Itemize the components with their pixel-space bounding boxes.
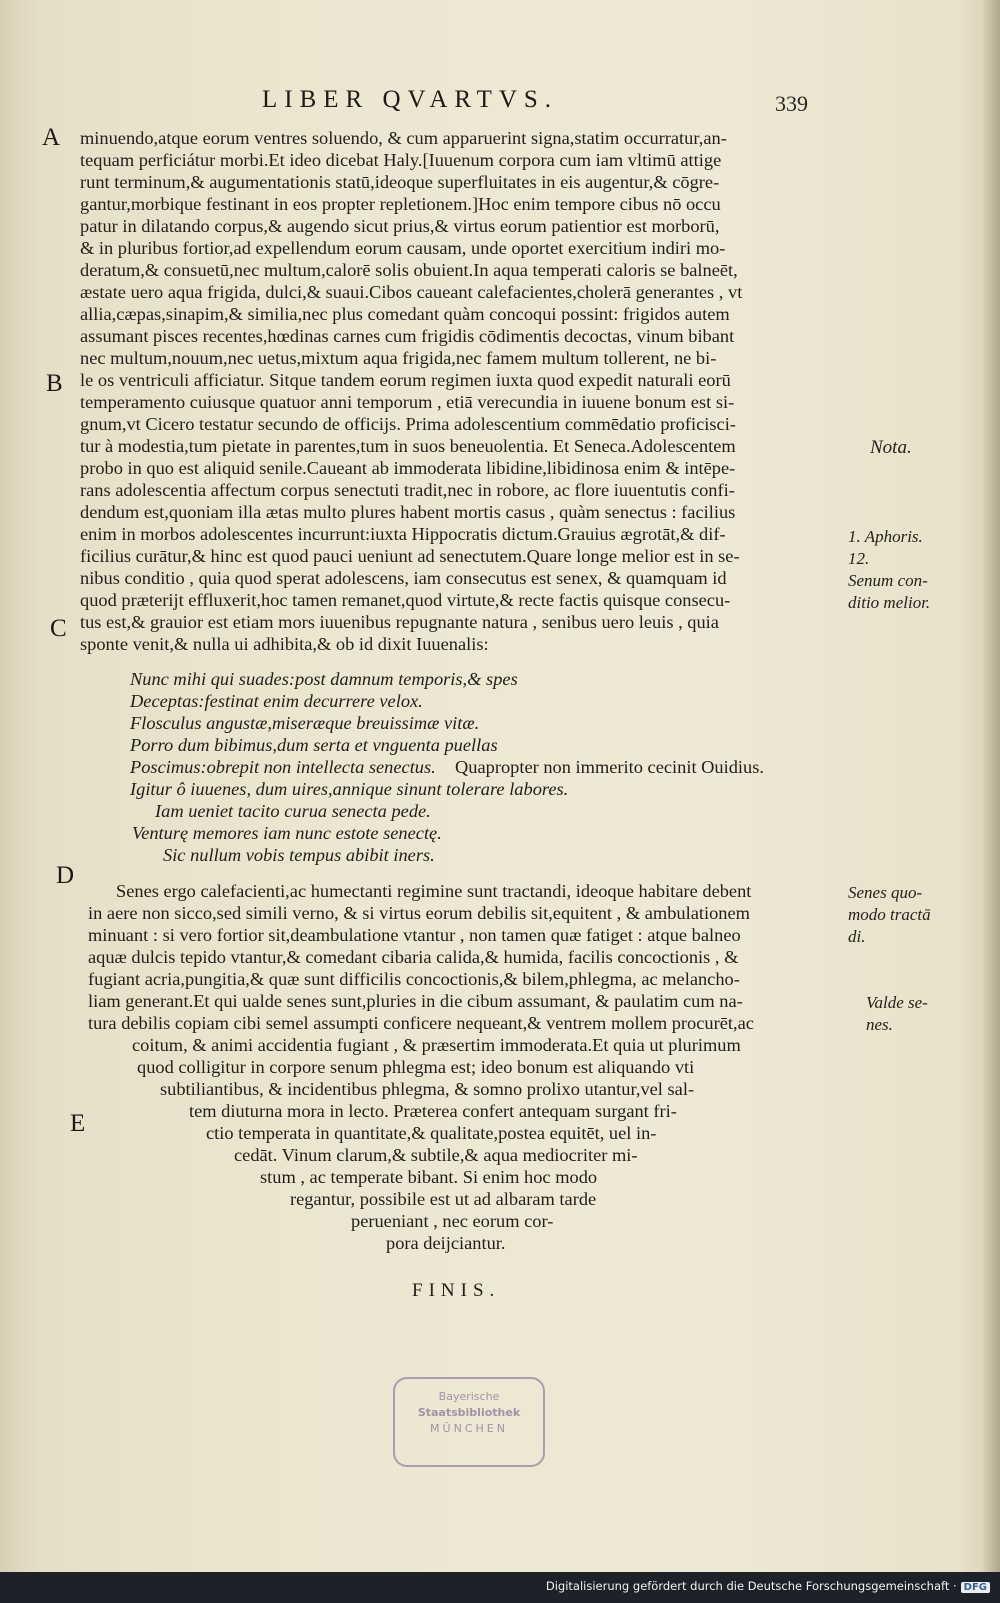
text-line: subtiliantibus, & incidentibus phlegma, & somno prolixo utantur,vel sal- [160,1079,695,1099]
text-line: regantur, possibile est ut ad albaram tarde [290,1189,597,1209]
footer-credit-text: Digitalisierung gefördert durch die Deutsche Forschungsgemeinschaft · [545,1579,957,1593]
text-line: pora deijciantur. [386,1233,506,1253]
section-letter-c: C [50,615,67,642]
text-line: ctio temperata in quantitate,& qualitate,postea equitēt, uel in- [206,1123,657,1143]
verse-inline-text: Quapropter non immerito cecinit Ouidius. [455,757,764,777]
text-line: stum , ac temperate bibant. Si enim hoc modo [260,1167,598,1187]
library-stamp [393,1377,545,1467]
text-line: ficilius curātur,& hinc est quod pauci ueniunt ad senectutem.Quare longe melior est in se- [80,546,740,566]
verse-line: Deceptas:festinat enim decurrere velox. [130,691,423,711]
margin-note: nes. [866,1015,893,1034]
finis-text: FINIS. [412,1280,501,1301]
text-line: nibus conditio , quia quod sperat adolescens, iam consecutus est senex, & quamquam id [80,568,727,588]
text-line: sponte venit,& nulla ui adhibita,& ob id dixit Iuuenalis: [80,634,489,654]
text-line: quod colligitur in corpore senum phlegma est; ideo bonum est aliquando vti [137,1057,695,1077]
verse-line: Flosculus angustæ,miseræque breuissimæ vitæ. [130,713,480,733]
text-line: tequam perficiátur morbi.Et ideo dicebat Haly.[Iuuenum corpora cum iam vltimū attige [80,150,722,170]
margin-note: modo tractā [848,905,931,924]
verse-line: Iam ueniet tacito curua senecta pede. [155,801,431,821]
verse-line: Poscimus:obrepit non intellecta senectus. [130,757,436,777]
margin-note: Nota. [870,437,912,458]
footer-bar [0,1572,1000,1603]
margin-note: 1. Aphoris. [848,527,923,546]
text-line: probo in quo est aliquid senile.Caueant ab immoderata libidine,libidinosa enim & intēpe- [80,458,736,478]
text-line: tem diuturna mora in lecto. Præterea confert antequam surgant fri- [189,1101,677,1121]
text-line: fugiant acria,pungitia,& quæ sunt difficilis concoctionis,& bilem,phlegma, ac melancho- [88,969,740,989]
text-line: quod præterijt effluxerit,hoc tamen remanet,quod virtute,& recte factis quisque consecu- [80,590,731,610]
text-line: runt terminum,& augumentationis statū,ideoque superfluitates in eis augentur,& cōgre- [80,172,720,192]
text-line: deratum,& consuetū,nec multum,calorē solis obuient.In aqua temperati caloris se balneēt, [80,260,738,280]
section-letter-d: D [56,862,75,889]
text-line: allia,cæpas,sinapim,& similia,nec plus comedant quàm concoqui possint: frigidos autem [80,304,730,324]
text-line: minuendo,atque eorum ventres soluendo, & cum apparuerint signa,statim occurratur,an- [80,128,727,148]
text-line: coitum, & animi accidentia fugiant , & præsertim immoderata.Et quia ut plurimum [132,1035,741,1055]
text-line: tur à modestia,tum pietate in parentes,tum in suos beneuolentia. Et Seneca.Adolescentem [80,436,736,456]
text-line: aquæ dulcis tepido vtantur,& comedant cibaria calida,& humida, facilis concoctionis , & [88,947,739,967]
text-line: nec multum,nouum,nec uetus,mixtum aqua frigida,nec famem multum tollerent, ne bi- [80,348,717,368]
text-line: enim in morbos adolescentes incurrunt:iuxta Hippocratis dictum.Grauius ægrotāt,& dif- [80,524,726,544]
dfg-logo-badge: DFG [961,1582,990,1593]
text-line: assumant pisces recentes,hœdinas carnes cum frigidis cōdimentis decoctas, vinum bibant [80,326,735,346]
text-line: in aere non sicco,sed simili verno, & si virtus eorum debilis sit,equitent , & ambulationem [88,903,750,923]
text-line: æstate uero aqua frigida, dulci,& suaui.Cibos caueant calefacientes,cholerā generantes , vt [80,282,743,302]
margin-note: Senum con- [848,571,928,590]
text-line: cedāt. Vinum clarum,& subtile,& aqua mediocriter mi- [234,1145,638,1165]
stamp-line: Staatsbibliothek [417,1406,521,1419]
text-line: gnum,vt Cicero testatur secundo de officijs. Prima adolescentium commēdatio proficisci- [80,414,736,434]
text-line: tura debilis copiam cibi semel assumpti conficere nequeant,& ventrem mollem procurēt,ac [88,1013,754,1033]
page-edge-shadow [982,0,1000,1572]
text-line: Senes ergo calefacienti,ac humectanti regimine sunt tractandi, ideoque habitare debent [116,881,752,901]
running-header: LIBER QVARTVS. [262,86,559,113]
section-letter-e: E [70,1110,86,1137]
margin-note: di. [848,927,866,946]
stamp-line: MÜNCHEN [430,1422,508,1435]
page-number: 339 [775,91,808,116]
text-line: rans adolescentia affectum corpus senectuti tradit,nec in robore, ac flore iuuentutis confi- [80,480,735,500]
verse-line: Sic nullum vobis tempus abibit iners. [163,845,435,865]
verse-line: Igitur ô iuuenes, dum uires,annique sinunt tolerare labores. [130,779,569,799]
text-line: minuant : si vero fortior sit,deambulatione vtantur , non tamen quæ fatiget : atque balneo [88,925,741,945]
text-line: & in pluribus fortior,ad expellendum eorum causam, unde oportet exercitium indiri mo- [80,238,726,258]
section-letter-a: A [42,124,61,151]
margin-note: Valde se- [866,993,928,1012]
text-line: temperamento cuiusque quatuor anni temporum , etiā verecundia in iuuene bonum est si- [80,392,735,412]
verse-line: Porro dum bibimus,dum serta et vnguenta puellas [130,735,498,755]
text-line: liam generant.Et qui ualde senes sunt,pluries in die cibum assumant, & paulatim cum na- [88,991,743,1011]
footer-credit [546,1579,990,1593]
verse-line: Venturę memores iam nunc estote senectę. [132,823,442,843]
margin-note: Senes quo- [848,883,923,902]
text-line: dendum est,quoniam illa ætas multo plures habent mortis casus , quàm senectus : facilius [80,502,736,522]
text-line: tus est,& grauior est etiam mors iuuenibus repugnante natura , senibus uero leuis , quia [80,612,719,632]
stamp-line: Bayerische [438,1390,500,1403]
text-line: le os ventriculi afficiatur. Sitque tandem eorum regimen iuxta quod expedit naturali eorū [80,370,731,390]
section-letter-b: B [46,370,63,397]
margin-note: ditio melior. [848,593,931,612]
margin-note: 12. [848,549,870,568]
verse-line: Nunc mihi qui suades:post damnum temporis,& spes [130,669,518,689]
text-line: patur in dilatando corpus,& augendo sicut prius,& virtus eorum patientior est morborū, [80,216,720,236]
text-line: perueniant , nec eorum cor- [351,1211,554,1231]
text-line: gantur,morbique festinant in eos propter repletionem.]Hoc enim tempore cibus nō occu [80,194,721,214]
